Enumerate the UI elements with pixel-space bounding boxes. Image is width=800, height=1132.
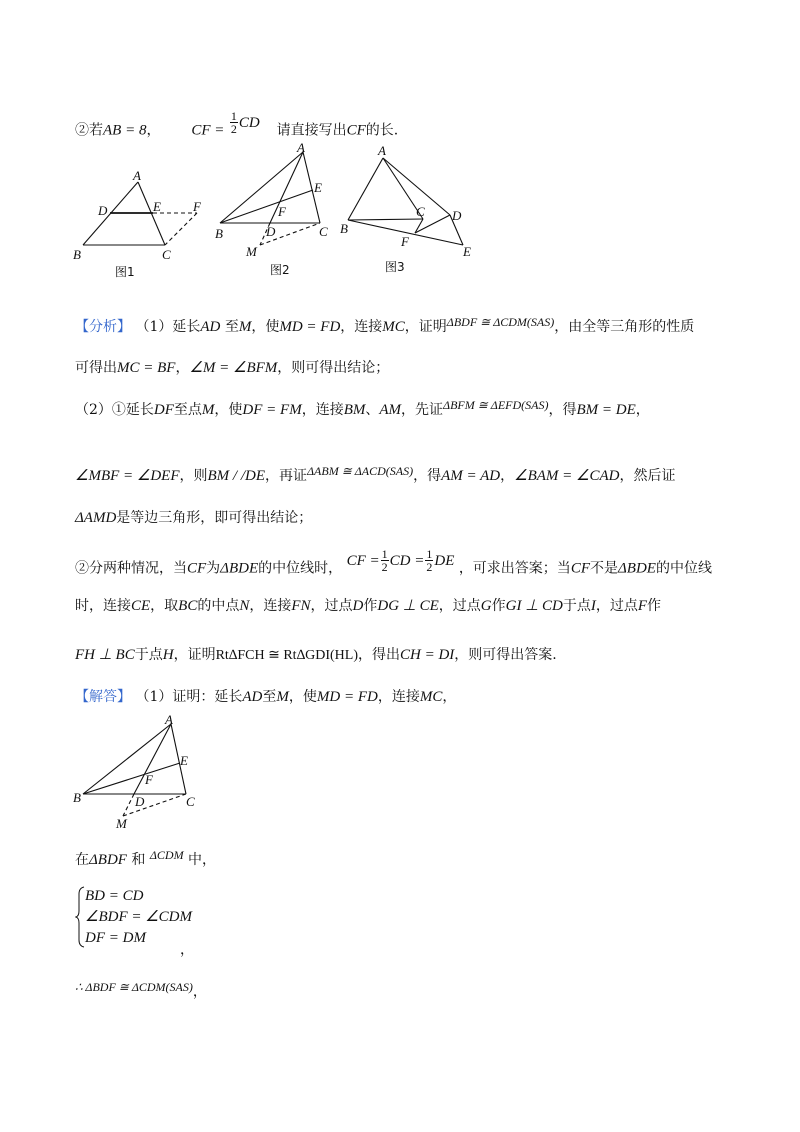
frac-num: 1 (381, 547, 388, 561)
m: CF = (346, 552, 380, 569)
t: ，连接 (340, 319, 383, 335)
m: H (162, 647, 174, 663)
m: ΔBDF ≅ ΔCDM(SAS) (446, 315, 555, 329)
analysis-tag: 【分析】 (75, 319, 131, 335)
t: ，可求出答案；当 (458, 560, 571, 577)
fig3-label-f: F (401, 234, 409, 249)
t: 作 (491, 598, 506, 614)
q2-tail: 的长. (365, 122, 399, 139)
t: （1）证明：延长 (135, 689, 243, 705)
solution-figure (68, 712, 208, 832)
m: DE (434, 552, 455, 569)
m: Rt∆FCH ≅ Rt∆GDI(HL) (215, 648, 358, 663)
t: 和 (131, 852, 146, 868)
fig2-label-a: A (297, 140, 305, 155)
t: ，则可得出答案. (454, 647, 557, 663)
m: ΔBDE (220, 560, 259, 577)
fig2-label-m: M (246, 244, 257, 259)
t: 于点 (562, 598, 591, 614)
t: 不是 (589, 560, 618, 577)
m: M (201, 402, 215, 418)
t: ，然后证 (619, 468, 676, 484)
system-brace (75, 886, 85, 948)
q2-fraction (230, 110, 238, 135)
figure-3 (335, 140, 485, 275)
m: ΔCDM (149, 848, 184, 862)
m: MC (382, 319, 405, 335)
q2-text: 请直接写出 (276, 122, 347, 139)
m: MD = FD (279, 319, 341, 335)
frac (381, 548, 389, 573)
m: MD = FD (316, 689, 378, 705)
q2-cf-lhs: CF = (191, 122, 225, 139)
m: AD (200, 319, 221, 335)
t: ， (442, 689, 457, 705)
analysis-line-1 (75, 317, 694, 337)
t: ，则 (179, 468, 208, 484)
fig2-label-b: B (215, 226, 223, 241)
q2-ab: AB = 8 (103, 122, 147, 139)
m: D (352, 598, 364, 614)
m: CD = (389, 552, 425, 569)
m: M (276, 689, 289, 705)
fig1-caption: 图1 (115, 265, 135, 279)
fig1-label-e: E (153, 199, 161, 214)
sol-fig-label-f: F (145, 772, 153, 787)
m: DF = FM (242, 402, 302, 418)
t: ， (175, 360, 190, 376)
m: ΔBFM ≅ ΔEFD(SAS) (443, 398, 549, 412)
m: I (590, 598, 596, 614)
fig1-label-c: C (162, 247, 171, 262)
solution-line-1 (75, 687, 456, 707)
m: AM = AD (441, 468, 501, 484)
t: ， (192, 984, 207, 1000)
t: ， (635, 402, 650, 418)
analysis-line-6 (75, 547, 712, 581)
t: ，证明 (173, 647, 216, 663)
fig2-label-d: D (266, 224, 276, 239)
equation-system (85, 886, 192, 949)
q2-cf: CF (346, 122, 366, 139)
solution-in-line (75, 850, 216, 870)
m: BM = DE (576, 402, 636, 418)
figure-1 (65, 165, 215, 280)
conclusion-line (75, 982, 207, 1002)
m: DG ⊥ CE (377, 598, 439, 614)
t: ，连接 (301, 402, 344, 418)
m: ∠MBF = ∠DEF (75, 468, 180, 484)
t: （1）延长 (135, 319, 201, 335)
t: ，得出 (358, 647, 400, 663)
m: G (480, 598, 492, 614)
m: MC (419, 689, 443, 705)
fig3-label-b: B (340, 221, 348, 236)
m: BM (343, 402, 366, 418)
fig3-label-a: A (378, 143, 386, 158)
t: 作 (363, 598, 378, 614)
t: 在 (75, 852, 89, 868)
t: ，使 (251, 319, 280, 335)
fig3-label-e: E (463, 244, 471, 259)
m: AD (242, 689, 263, 705)
m: ΔBDE (617, 560, 656, 577)
m: CE (131, 598, 151, 614)
t: 中， (188, 852, 217, 868)
frac-den: 2 (426, 560, 433, 574)
t: ，使 (288, 689, 317, 705)
t: 至点 (173, 402, 202, 418)
m: CH = DI (400, 647, 455, 663)
t: ，证明 (404, 319, 447, 335)
system-eq-3: DF = DM (85, 930, 146, 946)
fig1-label-d: D (98, 203, 108, 218)
sol-fig-label-m: M (116, 816, 127, 831)
t: 是等边三角形，即可得出结论； (116, 510, 313, 526)
fig2-label-e: E (314, 180, 322, 195)
t: （2）①延长 (75, 402, 154, 418)
t: ，则可得出结论； (277, 360, 390, 376)
m: ∠M = ∠BFM (189, 360, 278, 376)
fig3-caption: 图3 (385, 260, 405, 274)
m: M (238, 319, 252, 335)
q2-frac-num: 1 (230, 109, 237, 123)
m: MC = BF (117, 360, 176, 376)
m: CF (570, 560, 590, 577)
m: AM (379, 402, 402, 418)
system-eq-2: ∠BDF = ∠CDM (85, 909, 193, 925)
m: BM / /DE (207, 468, 265, 484)
fig1-label-a: A (133, 168, 141, 183)
fig3-label-d: D (452, 208, 462, 223)
t: 为 (206, 560, 221, 577)
t: 时，连接 (75, 598, 131, 614)
t: 、 (365, 402, 380, 418)
q2-cd: CD (238, 114, 260, 131)
t: ，先证 (401, 402, 444, 418)
t: ，连接 (249, 598, 292, 614)
t: ，过点 (310, 598, 353, 614)
m: GI ⊥ CD (505, 598, 563, 614)
analysis-line-3 (75, 400, 650, 420)
frac (425, 548, 433, 573)
system-comma: ， (180, 942, 194, 958)
t: ，过点 (438, 598, 481, 614)
sol-fig-label-e: E (180, 753, 188, 768)
m: F (637, 598, 648, 614)
m: CF (187, 560, 207, 577)
analysis-line-2 (75, 358, 389, 378)
t: ，得 (548, 402, 577, 418)
t: 的中位线时， (258, 560, 343, 577)
sol-fig-label-b: B (73, 790, 81, 805)
q2-label: ②若 (75, 122, 103, 139)
t: ，得 (413, 468, 442, 484)
m: N (239, 598, 250, 614)
sol-fig-label-c: C (186, 794, 195, 809)
fig1-label-b: B (73, 247, 81, 262)
t: 的中点 (197, 598, 240, 614)
figure-2 (210, 140, 340, 280)
t: 至 (224, 319, 239, 335)
fig3-label-c: C (416, 204, 425, 219)
frac-den: 2 (381, 560, 388, 574)
analysis-line-4 (75, 466, 675, 486)
t: ，取 (150, 598, 179, 614)
t: ②分两种情况，当 (75, 560, 187, 577)
sol-fig-label-d: D (135, 794, 145, 809)
t: 至 (262, 689, 277, 705)
t: 于点 (134, 647, 163, 663)
solution-tag: 【解答】 (75, 689, 131, 705)
t: 可得出 (75, 360, 117, 376)
fig2-label-c: C (319, 224, 328, 239)
fig1-label-f: F (193, 199, 201, 214)
t: ，过点 (595, 598, 638, 614)
m: ∠BAM = ∠CAD (514, 468, 620, 484)
analysis-line-8 (75, 645, 557, 666)
sol-fig-label-a: A (165, 712, 173, 727)
m: ∴ ΔBDF ≅ ΔCDM(SAS) (75, 980, 193, 994)
t: ，连接 (377, 689, 420, 705)
q2-sep: ， (146, 122, 161, 139)
analysis-line-7 (75, 596, 661, 616)
t: ，再证 (265, 468, 307, 484)
fig2-caption: 图2 (270, 263, 290, 277)
t: ，使 (214, 402, 243, 418)
m: ΔABM ≅ ΔACD(SAS) (307, 464, 414, 478)
m: BC (178, 598, 198, 614)
m: FH ⊥ BC (75, 647, 135, 663)
t: ， (500, 468, 515, 484)
t: ，由全等三角形的性质 (554, 319, 695, 335)
fig2-label-f: F (278, 204, 286, 219)
t: 作 (647, 598, 662, 614)
m: ΔAMD (75, 510, 117, 526)
m: FN (291, 598, 311, 614)
system-eq-1: BD = CD (85, 888, 144, 904)
m: DF (153, 402, 174, 418)
frac-num: 1 (426, 547, 433, 561)
t: 的中位线 (655, 560, 712, 577)
m: ΔBDF (89, 852, 127, 868)
q2-frac-den: 2 (230, 122, 237, 136)
analysis-line-5 (75, 508, 312, 528)
